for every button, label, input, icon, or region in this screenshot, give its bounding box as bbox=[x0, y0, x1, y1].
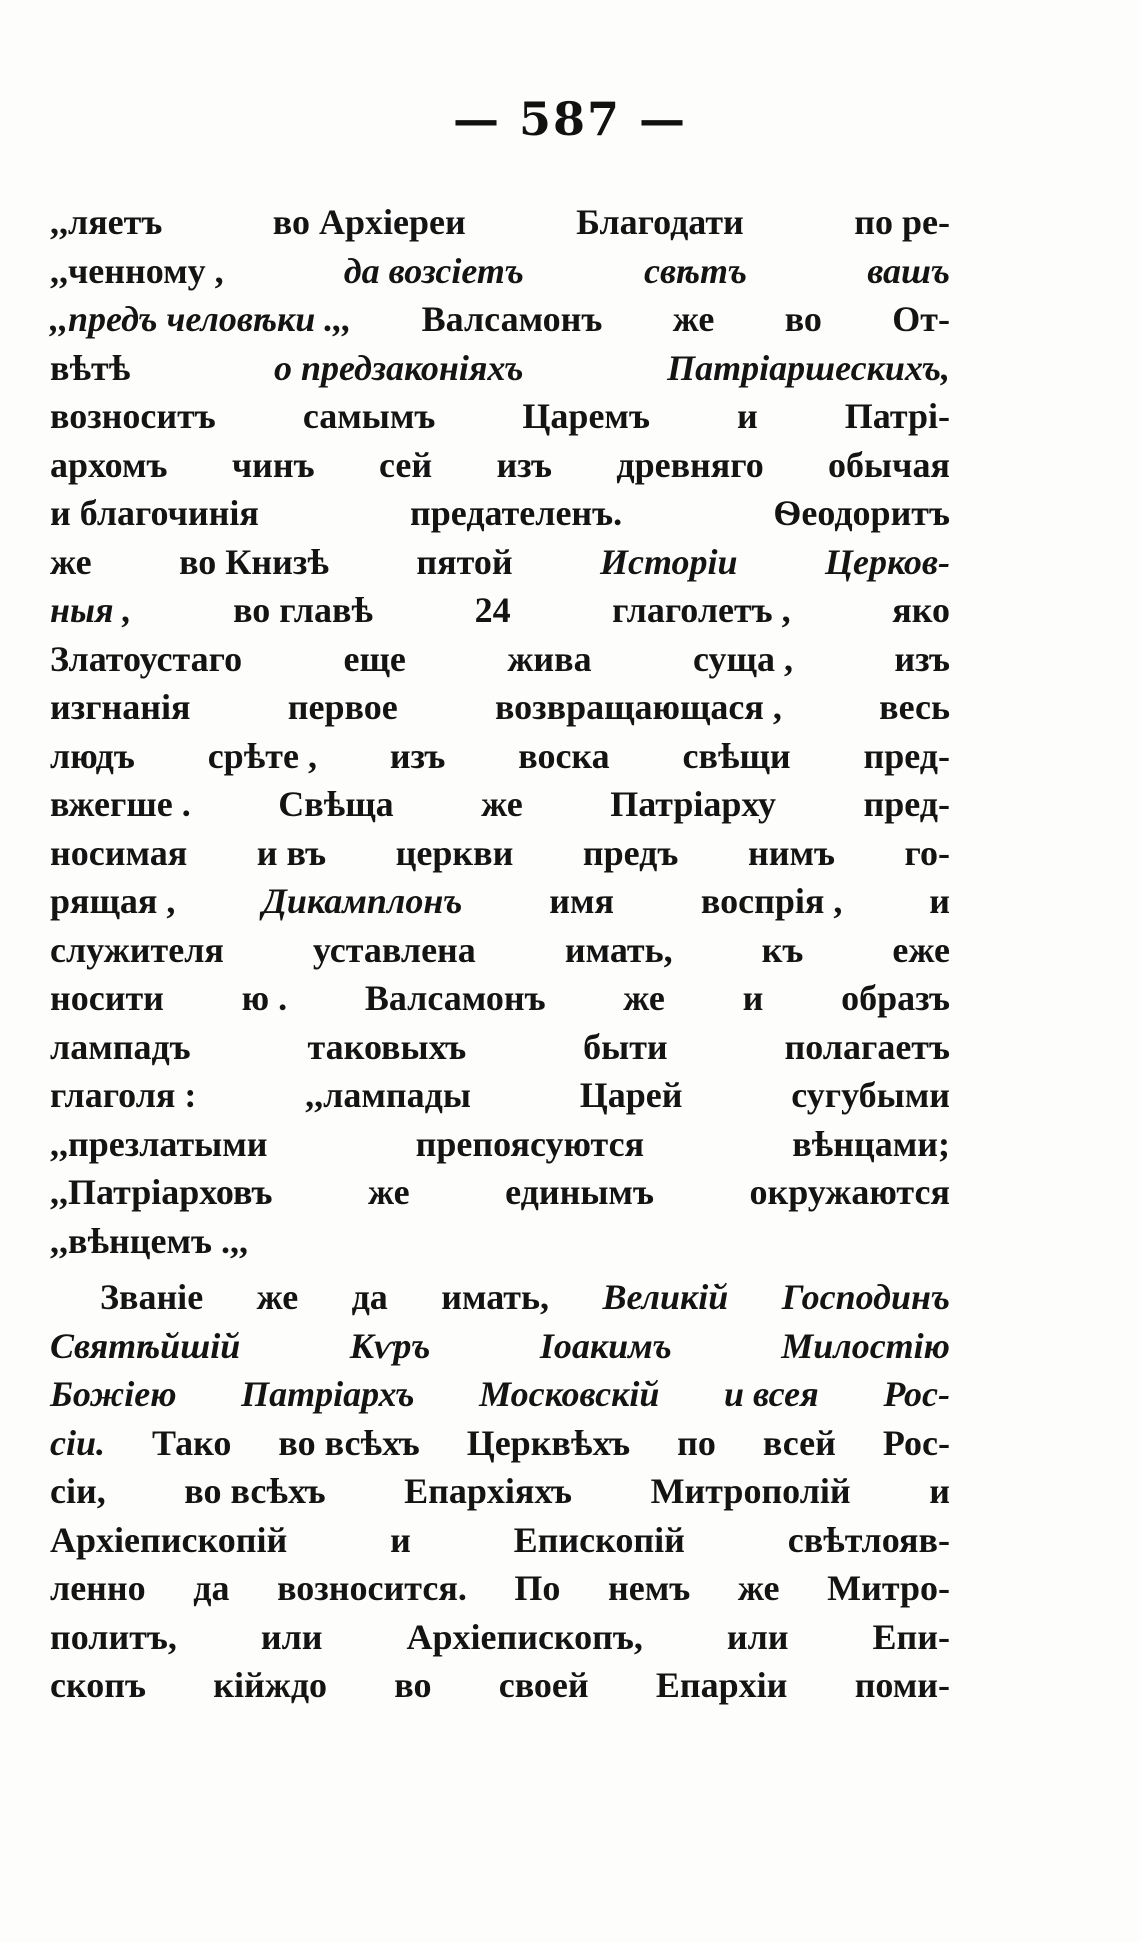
word: глаголя : bbox=[50, 1075, 197, 1115]
word: ,,предъ человѣки .,, bbox=[50, 299, 352, 339]
word: сіи, bbox=[50, 1471, 106, 1511]
word: своей bbox=[498, 1665, 589, 1705]
page-number: — 587 — bbox=[452, 92, 688, 146]
word: ,,ченному , bbox=[50, 250, 224, 291]
text-line bbox=[50, 1168, 950, 1217]
word: Патріархъ bbox=[241, 1374, 415, 1414]
word: и bbox=[929, 1471, 950, 1511]
word: предателенъ. bbox=[410, 493, 623, 533]
word: свѣщи bbox=[682, 735, 791, 776]
word: ,,лампады bbox=[305, 1075, 471, 1115]
word: еже bbox=[892, 929, 950, 970]
word: и bbox=[929, 881, 950, 921]
text-line bbox=[50, 1467, 950, 1516]
word: первое bbox=[287, 687, 398, 727]
word: имя bbox=[549, 881, 615, 921]
word: Рос- bbox=[882, 1422, 950, 1463]
word: во Архіереи bbox=[272, 202, 466, 242]
text-line bbox=[50, 1120, 950, 1169]
word: окружаются bbox=[749, 1172, 950, 1212]
word: вашъ bbox=[867, 250, 950, 291]
body-text bbox=[50, 198, 950, 1710]
word: во Книзѣ bbox=[179, 541, 329, 582]
paragraph bbox=[50, 1273, 950, 1710]
paragraph bbox=[50, 198, 950, 1265]
word: кійждо bbox=[213, 1665, 328, 1705]
word: къ bbox=[761, 929, 804, 970]
word: да bbox=[351, 1277, 388, 1317]
word: нимъ bbox=[747, 832, 835, 873]
word: Архіепископъ, bbox=[406, 1616, 643, 1657]
word: же bbox=[50, 541, 92, 582]
word: скопъ bbox=[50, 1665, 146, 1705]
word: во bbox=[394, 1665, 432, 1705]
word: еще bbox=[343, 638, 406, 679]
word: Митрополій bbox=[650, 1471, 851, 1511]
word: чинъ bbox=[231, 444, 315, 485]
word: сугубыми bbox=[791, 1075, 950, 1115]
word: яко bbox=[892, 590, 950, 630]
word: имать, bbox=[564, 929, 673, 970]
word: поми- bbox=[854, 1665, 950, 1705]
word: изгнанія bbox=[50, 687, 191, 727]
text-line bbox=[50, 441, 950, 490]
word: людъ bbox=[50, 735, 135, 776]
word: во всѣхъ bbox=[278, 1422, 420, 1463]
word: Господинъ bbox=[781, 1277, 950, 1317]
word: во bbox=[784, 299, 822, 339]
word: и благочинія bbox=[50, 493, 259, 533]
word: имать, bbox=[441, 1277, 550, 1317]
word: вѣнцами; bbox=[792, 1123, 950, 1164]
word: Милостію bbox=[781, 1325, 950, 1366]
word: же bbox=[256, 1277, 299, 1317]
word: Благодати bbox=[576, 202, 744, 242]
word: срѣте , bbox=[207, 735, 317, 776]
word: вжегше . bbox=[50, 784, 191, 824]
word: изъ bbox=[389, 735, 446, 776]
text-line bbox=[50, 344, 950, 393]
word: или bbox=[260, 1616, 323, 1657]
word: единымъ bbox=[505, 1172, 654, 1212]
text-line bbox=[50, 295, 950, 344]
word: таковыхъ bbox=[307, 1026, 467, 1067]
word: носимая bbox=[50, 832, 188, 873]
word: образъ bbox=[841, 978, 950, 1018]
word: Епархіяхъ bbox=[404, 1471, 573, 1511]
word: во главѣ bbox=[233, 590, 374, 630]
word: предъ bbox=[582, 832, 679, 873]
word: Іоакимъ bbox=[539, 1325, 672, 1366]
paragraph-gap bbox=[50, 1265, 950, 1273]
word: древняго bbox=[616, 444, 764, 485]
word: Царей bbox=[579, 1075, 683, 1115]
word: Тако bbox=[152, 1422, 232, 1463]
word: да bbox=[193, 1568, 230, 1608]
text-line bbox=[50, 586, 950, 635]
text-line bbox=[50, 1023, 950, 1072]
text-line bbox=[50, 247, 950, 296]
word: Званіе bbox=[100, 1277, 204, 1317]
word: же bbox=[623, 978, 665, 1018]
text-line bbox=[50, 1661, 950, 1710]
word: быти bbox=[583, 1026, 668, 1067]
word: во всѣхъ bbox=[184, 1471, 326, 1511]
word: Церквѣхъ bbox=[466, 1422, 631, 1463]
text-line bbox=[50, 1217, 950, 1266]
text-line bbox=[50, 198, 950, 247]
text-line bbox=[50, 732, 950, 781]
word: немъ bbox=[608, 1568, 691, 1608]
text-line bbox=[50, 1071, 950, 1120]
text-line bbox=[50, 974, 950, 1023]
text-line bbox=[50, 683, 950, 732]
word: Митро- bbox=[827, 1568, 950, 1608]
word: Кѵръ bbox=[349, 1325, 431, 1366]
word: Патрі- bbox=[844, 396, 950, 436]
word: вѣтѣ bbox=[50, 347, 131, 388]
word: воспрія , bbox=[700, 881, 843, 921]
word: Патріарху bbox=[610, 784, 777, 824]
word: уставлена bbox=[312, 929, 476, 970]
word: рящая , bbox=[50, 881, 176, 921]
word: Валсамонъ bbox=[364, 978, 546, 1018]
text-line bbox=[50, 1419, 950, 1468]
word: Ѳеодоритъ bbox=[773, 493, 950, 533]
word: по bbox=[677, 1422, 716, 1463]
word: возносится. bbox=[277, 1568, 467, 1608]
word: Церков- bbox=[825, 541, 950, 582]
word: Великій bbox=[602, 1277, 729, 1317]
word: Святѣйшій bbox=[50, 1325, 241, 1366]
word: Рос- bbox=[883, 1374, 950, 1414]
word: и всея bbox=[724, 1374, 819, 1414]
word: ю . bbox=[241, 978, 288, 1018]
word: свѣтъ bbox=[643, 250, 748, 291]
text-line bbox=[50, 489, 950, 538]
word: архомъ bbox=[50, 444, 168, 485]
word: возвращающася , bbox=[494, 687, 782, 727]
word: самымъ bbox=[302, 396, 436, 436]
word: препоясуются bbox=[415, 1123, 645, 1164]
word: сей bbox=[378, 444, 433, 485]
word: ныя , bbox=[50, 590, 132, 630]
word: глаголетъ , bbox=[612, 590, 791, 630]
word: Архіепископій bbox=[50, 1519, 288, 1560]
word: и въ bbox=[256, 832, 327, 873]
word: или bbox=[726, 1616, 789, 1657]
word: Епархіи bbox=[655, 1665, 788, 1705]
word: пред- bbox=[863, 735, 950, 776]
word: по ре- bbox=[854, 202, 950, 242]
word: лампадъ bbox=[50, 1026, 191, 1067]
word: Царемъ bbox=[522, 396, 650, 436]
text-line bbox=[50, 635, 950, 684]
text-line bbox=[50, 877, 950, 926]
word: и bbox=[742, 978, 764, 1018]
word: о предзаконіяхъ bbox=[274, 347, 524, 388]
text-line bbox=[50, 1370, 950, 1419]
text-line bbox=[50, 392, 950, 441]
word: Епи- bbox=[872, 1616, 950, 1657]
word: пред- bbox=[863, 784, 950, 824]
word: пятой bbox=[416, 541, 513, 582]
word: и bbox=[736, 396, 758, 436]
word: го- bbox=[904, 832, 950, 873]
word: да возсіетъ bbox=[343, 250, 524, 291]
word: По bbox=[514, 1568, 561, 1608]
word: ,,ляетъ bbox=[50, 202, 163, 242]
word: Епископій bbox=[513, 1519, 685, 1560]
word: Дикамплонъ bbox=[262, 881, 463, 921]
word: Валсамонъ bbox=[421, 299, 603, 339]
word: От- bbox=[892, 299, 950, 339]
word: суща , bbox=[693, 638, 793, 679]
word: служителя bbox=[50, 929, 224, 970]
word: Патріаршескихъ, bbox=[667, 347, 950, 388]
word: ,,вѣнцемъ .,, bbox=[50, 1220, 249, 1261]
word: сіи. bbox=[50, 1422, 106, 1463]
text-line bbox=[50, 780, 950, 829]
word: же bbox=[737, 1568, 780, 1608]
word: жива bbox=[507, 638, 592, 679]
word: политъ, bbox=[50, 1616, 177, 1657]
text-line bbox=[50, 1516, 950, 1565]
word: ,,Патріарховъ bbox=[50, 1172, 273, 1212]
word: носити bbox=[50, 978, 164, 1018]
text-line bbox=[50, 1322, 950, 1371]
word: церкви bbox=[395, 832, 514, 873]
text-line bbox=[50, 1273, 950, 1322]
word: обычая bbox=[828, 444, 950, 485]
word: весь bbox=[879, 687, 950, 727]
word: же bbox=[368, 1172, 410, 1212]
word: и bbox=[390, 1519, 411, 1560]
word: свѣтлояв- bbox=[787, 1519, 950, 1560]
word: Московскій bbox=[479, 1374, 660, 1414]
text-line bbox=[50, 926, 950, 975]
word: же bbox=[672, 299, 715, 339]
word: ,,презлатыми bbox=[50, 1123, 268, 1164]
text-line bbox=[50, 1613, 950, 1662]
word: 24 bbox=[474, 590, 511, 630]
text-line bbox=[50, 538, 950, 587]
word: изъ bbox=[496, 444, 553, 485]
word: возноситъ bbox=[50, 396, 216, 436]
word: же bbox=[481, 784, 523, 824]
word: полагаетъ bbox=[784, 1026, 950, 1067]
text-line bbox=[50, 829, 950, 878]
word: Златоустаго bbox=[50, 638, 243, 679]
word: всей bbox=[762, 1422, 836, 1463]
word: Исторіи bbox=[600, 541, 738, 582]
word: ленно bbox=[50, 1568, 146, 1608]
text-line bbox=[50, 1564, 950, 1613]
word: воска bbox=[518, 735, 610, 776]
word: изъ bbox=[894, 638, 950, 679]
word: Свѣща bbox=[278, 784, 394, 824]
word: Божіею bbox=[50, 1374, 177, 1414]
